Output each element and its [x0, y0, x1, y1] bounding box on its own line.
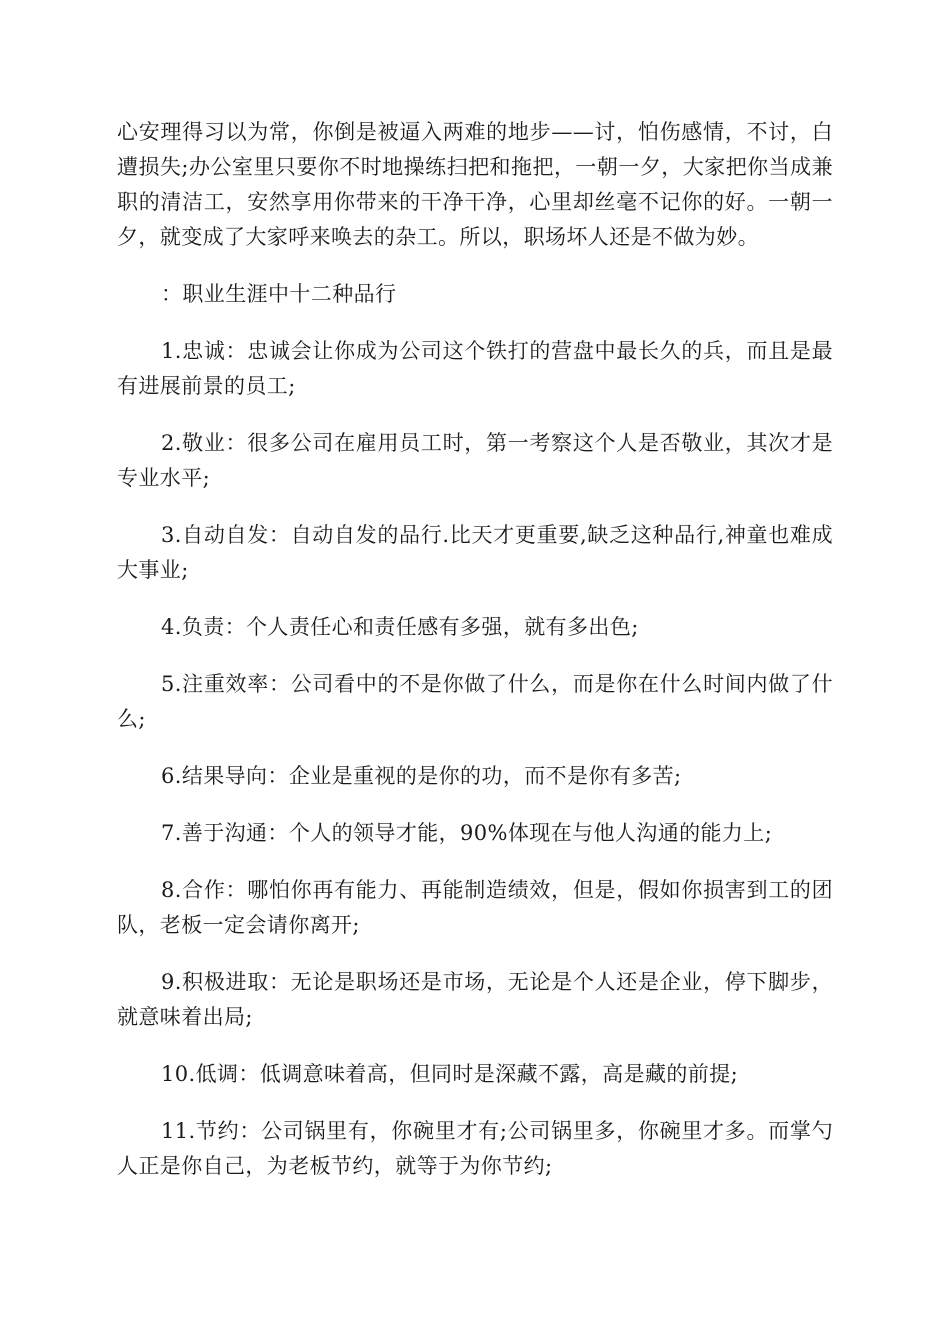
- section-heading: ：职业生涯中十二种品行: [161, 282, 397, 306]
- list-item: 4.负责：个人责任心和责任感有多强，就有多出色;: [161, 615, 639, 639]
- list-item: 6.结果导向：企业是重视的是你的功，而不是你有多苦;: [161, 764, 682, 788]
- list-item: 2.敬业：很多公司在雇用员工时，第一考察这个人是否敬业，其次才是专业水平;: [117, 431, 833, 490]
- intro-paragraph: 心安理得习以为常，你倒是被逼入两难的地步——讨，怕伤感情，不讨，白遭损失;办公室里只要你不时地操练扫把和拖把，一朝一夕，大家把你当成兼职的清洁工，安然享用你带来的干净干净，心里却丝毫不记你的好。一朝一夕，就变成了大家呼来唤去的杂工。所以，职场坏人还是不做为妙。: [117, 120, 833, 249]
- list-item: 8.合作：哪怕你再有能力、再能制造绩效，但是，假如你损害到工的团队，老板一定会请你离开;: [117, 878, 833, 937]
- list-item: 9.积极进取：无论是职场还是市场，无论是个人还是企业，停下脚步，就意味着出局;: [117, 970, 833, 1029]
- document-page: [117, 115, 833, 1206]
- list-item: 7.善于沟通：个人的领导才能，90%体现在与他人沟通的能力上;: [161, 821, 773, 845]
- list-item: 5.注重效率：公司看中的不是你做了什么，而是你在什么时间内做了什么;: [117, 672, 833, 731]
- list-item: 11.节约：公司锅里有，你碗里才有;公司锅里多，你碗里才多。而掌勺人正是你自己，为老板节约，就等于为你节约;: [117, 1119, 833, 1178]
- list-item: 3.自动自发：自动自发的品行.比天才更重要,缺乏这种品行,神童也难成大事业;: [117, 523, 833, 582]
- list-item: 10.低调：低调意味着高，但同时是深藏不露，高是藏的前提;: [161, 1062, 739, 1086]
- list-item: 1.忠诚：忠诚会让你成为公司这个铁打的营盘中最长久的兵，而且是最有进展前景的员工;: [117, 339, 833, 398]
